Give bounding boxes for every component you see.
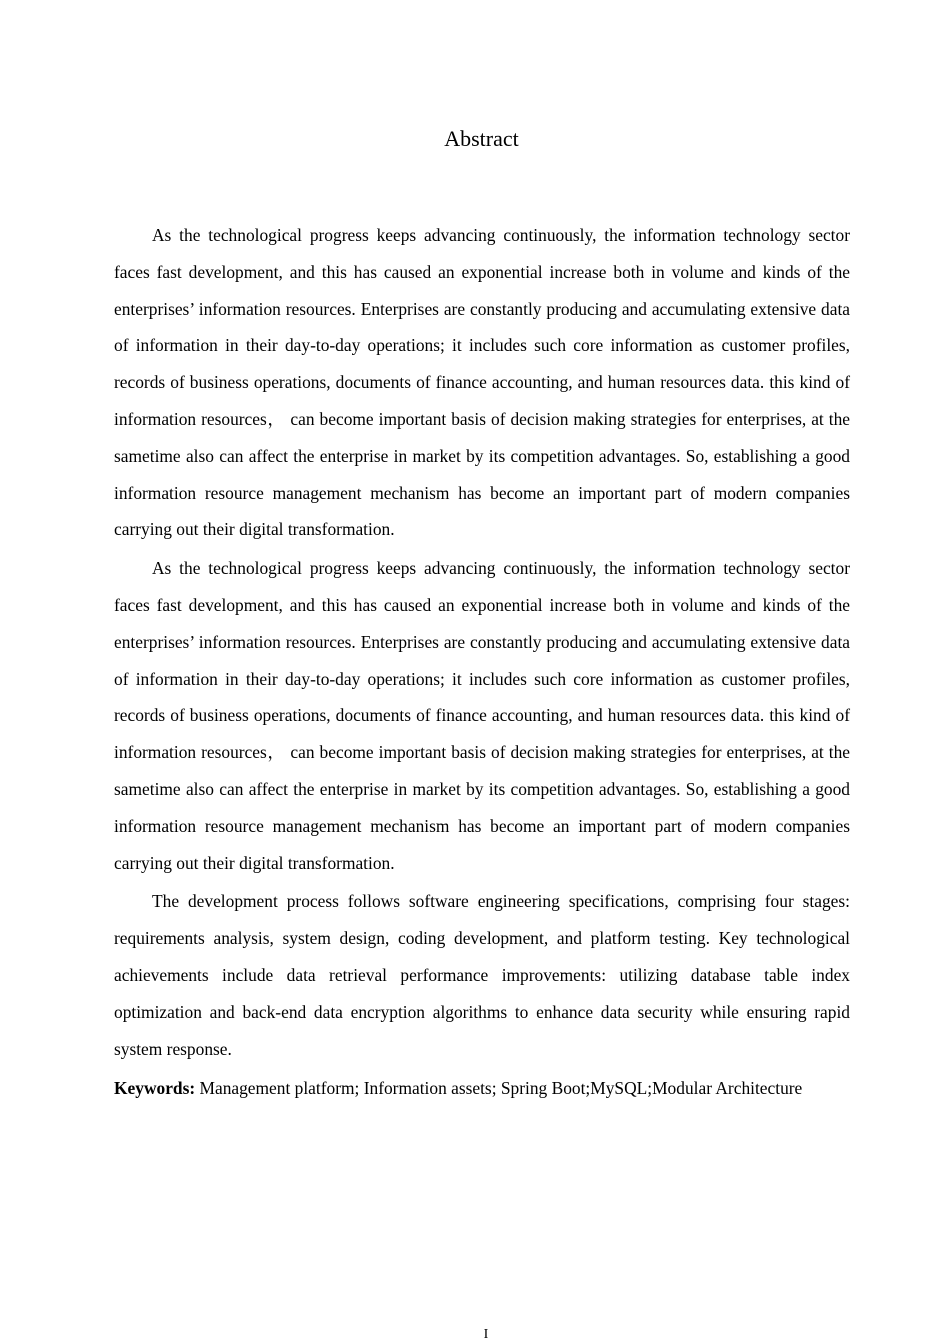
page-number: I xyxy=(483,1327,489,1342)
abstract-paragraph-3: The development process follows software engineering specifications, comprising four stages: requirements analysis, system design, coding development, and platform testing. Key technological achievements include data retrieval performance improvements: utilizing database table index optimization and back-end data encryption algorithms to enhance data security while ensuring rapid system response. xyxy=(114,891,850,1059)
keywords-line xyxy=(114,1071,850,1105)
abstract-title: Abstract xyxy=(444,126,519,151)
abstract-paragraph-1: As the technological progress keeps advancing continuously, the information technology sector faces fast development, and this has caused an exponential increase both in volume and kinds of the enterprises’ information resources. Enterprises are constantly producing and accumulating extensive data of information in their day-to-day operations; it includes such core information as customer profiles, records of business operations, documents of finance accounting, and human resources data. this kind of information resources， can become important basis of decision making strategies for enterprises, at the sametime also can affect the enterprise in market by its competition advantages. So, establishing a good information resource management mechanism has become an important part of modern companies carrying out their digital transformation. xyxy=(114,225,850,540)
keywords-text: Management platform; Information assets; Spring Boot;MySQL;Modular Architecture xyxy=(199,1078,803,1099)
abstract-paragraph-2: As the technological progress keeps advancing continuously, the information technology sector faces fast development, and this has caused an exponential increase both in volume and kinds of the enterprises’ information resources. Enterprises are constantly producing and accumulating extensive data of information in their day-to-day operations; it includes such core information as customer profiles, records of business operations, documents of finance accounting, and human resources data. this kind of information resources， can become important basis of decision making strategies for enterprises, at the sametime also can affect the enterprise in market by its competition advantages. So, establishing a good information resource management mechanism has become an important part of modern companies carrying out their digital transformation. xyxy=(114,558,850,873)
keywords-label: Keywords: xyxy=(114,1078,196,1099)
abstract-body xyxy=(114,217,850,1105)
